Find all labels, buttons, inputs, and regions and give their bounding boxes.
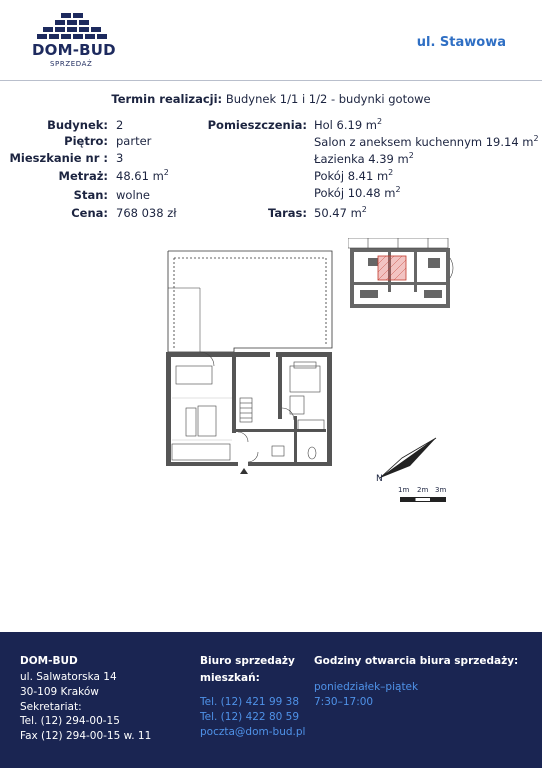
logo-subtitle: SPRZEDAŻ bbox=[50, 60, 93, 68]
footer-address-line-2: 30-109 Kraków bbox=[20, 686, 99, 698]
footer-sales-phone-1[interactable]: Tel. (12) 421 99 38 bbox=[200, 696, 300, 708]
area-value bbox=[116, 169, 169, 183]
area-unit-sup: 2 bbox=[163, 168, 169, 178]
terrace-label: Taras: bbox=[268, 206, 307, 220]
footer-sales-title-1: Biuro sprzedaży bbox=[200, 655, 295, 667]
room-living-sup: 2 bbox=[533, 134, 539, 144]
scale-label-1m: 1m bbox=[398, 486, 410, 494]
room-hall-sup: 2 bbox=[377, 117, 383, 127]
room-bedroom-2-text: Pokój 10.48 m bbox=[314, 186, 396, 200]
status-value: wolne bbox=[116, 188, 151, 202]
scale-bar-line bbox=[400, 497, 446, 502]
footer-sales-title-2: mieszkań: bbox=[200, 672, 260, 684]
room-living-text: Salon z aneksem kuchennym 19.14 m bbox=[314, 135, 534, 149]
room-bedroom-1 bbox=[314, 169, 393, 183]
room-bedroom-1-text: Pokój 8.41 m bbox=[314, 169, 389, 183]
completion-value: Budynek 1/1 i 1/2 - budynki gotowe bbox=[225, 92, 431, 106]
scale-label-2m: 2m bbox=[417, 486, 429, 494]
scale-bar bbox=[398, 486, 448, 504]
footer-sales-email[interactable]: poczta@dom-bud.pl bbox=[200, 726, 306, 738]
floor-label: Piętro: bbox=[64, 134, 108, 148]
terrace-value bbox=[314, 206, 367, 220]
completion-date-line bbox=[0, 92, 542, 106]
room-hall bbox=[314, 118, 382, 132]
terrace-number: 50.47 m bbox=[314, 206, 362, 220]
room-bathroom-sup: 2 bbox=[408, 151, 414, 161]
footer-hours-days: poniedziałek–piątek bbox=[314, 681, 419, 693]
street-name: ul. Stawowa bbox=[416, 35, 506, 50]
footer-phone: Tel. (12) 294-00-15 bbox=[20, 715, 120, 727]
footer-hours-time: 7:30–17:00 bbox=[314, 696, 374, 708]
area-label: Metraż: bbox=[58, 169, 108, 183]
north-label: N bbox=[376, 474, 383, 484]
price-value: 768 038 zł bbox=[116, 206, 177, 220]
footer-company-name: DOM-BUD bbox=[20, 655, 78, 667]
floor-value: parter bbox=[116, 134, 152, 148]
footer bbox=[0, 632, 542, 768]
room-bedroom-2 bbox=[314, 186, 401, 200]
price-label: Cena: bbox=[71, 206, 108, 220]
footer-secretariat-label: Sekretariat: bbox=[20, 701, 82, 713]
rooms-label: Pomieszczenia: bbox=[207, 118, 307, 132]
terrace-sup: 2 bbox=[361, 205, 367, 215]
room-bedroom-2-sup: 2 bbox=[395, 185, 401, 195]
building-value: 2 bbox=[116, 118, 124, 132]
room-living bbox=[314, 135, 539, 149]
footer-hours-title: Godziny otwarcia biura sprzedaży: bbox=[314, 655, 519, 667]
room-bathroom bbox=[314, 152, 414, 166]
area-number: 48.61 m bbox=[116, 169, 164, 183]
room-bedroom-1-sup: 2 bbox=[388, 168, 394, 178]
building-key-plan bbox=[348, 238, 458, 318]
floor-plan bbox=[160, 248, 340, 478]
room-bathroom-text: Łazienka 4.39 m bbox=[314, 152, 409, 166]
company-logo bbox=[30, 12, 116, 72]
building-label: Budynek: bbox=[47, 118, 108, 132]
footer-fax: Fax (12) 294-00-15 w. 11 bbox=[20, 730, 152, 742]
status-label: Stan: bbox=[73, 188, 108, 202]
apartment-value: 3 bbox=[116, 151, 124, 165]
completion-label: Termin realizacji: bbox=[111, 92, 223, 106]
apartment-label: Mieszkanie nr : bbox=[9, 151, 108, 165]
brick-roof-icon bbox=[30, 12, 116, 42]
footer-address-line-1: ul. Salwatorska 14 bbox=[20, 671, 117, 683]
room-hall-text: Hol 6.19 m bbox=[314, 118, 377, 132]
scale-label-3m: 3m bbox=[435, 486, 447, 494]
footer-sales-phone-2[interactable]: Tel. (12) 422 80 59 bbox=[200, 711, 300, 723]
logo-name: DOM-BUD bbox=[32, 41, 116, 59]
header-divider bbox=[0, 80, 542, 81]
